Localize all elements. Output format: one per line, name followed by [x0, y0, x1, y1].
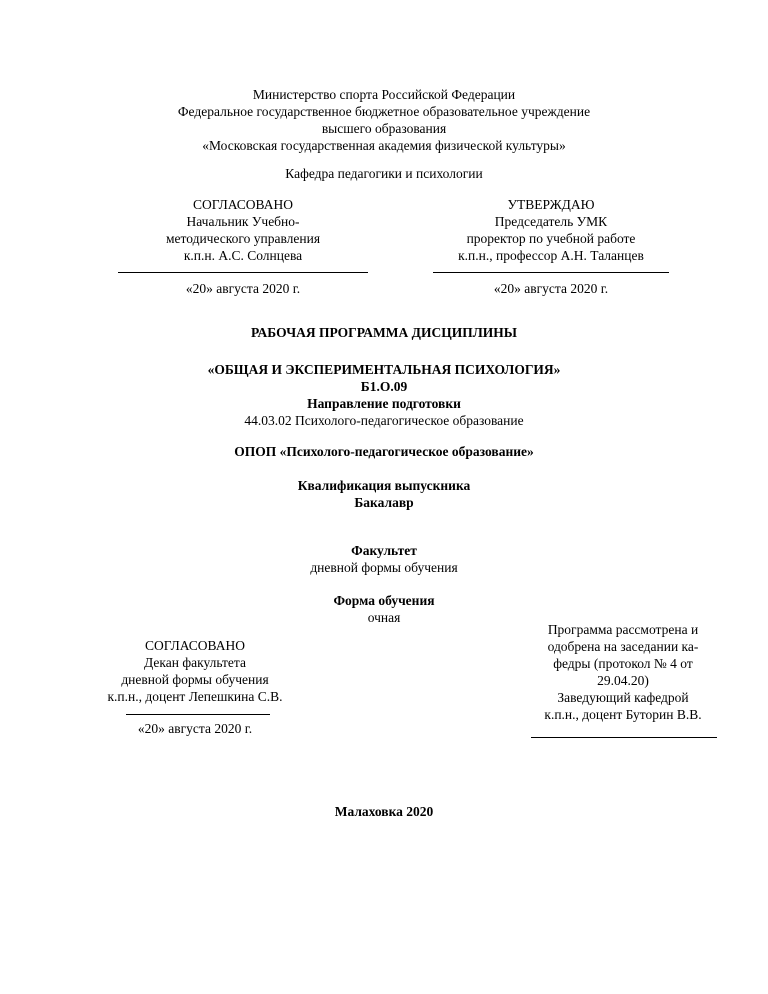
agreement-right-line-5: Заведующий кафедрой	[557, 690, 689, 705]
discipline-code: Б1.О.09	[360, 379, 408, 394]
agreement-right-line-2: одобрена на заседании ка-	[547, 639, 699, 654]
signature-line-head	[531, 737, 717, 738]
agreement-left-line-3: к.п.н., доцент Лепешкина С.В.	[107, 689, 283, 704]
direction-value: 44.03.02 Психолого-педагогическое образование	[244, 413, 524, 428]
city-year: Малаховка 2020	[334, 804, 434, 819]
approval-right-date: «20» августа 2020 г.	[493, 281, 609, 296]
agreement-right-line-1: Программа рассмотрена и	[547, 622, 699, 637]
agreement-right	[523, 621, 723, 723]
approval-left-line-1: Начальник Учебно-	[186, 214, 300, 229]
signature-line-right	[433, 272, 669, 273]
agreement-left-title: СОГЛАСОВАНО	[145, 638, 245, 653]
institution-line-2: высшего образования	[321, 121, 447, 136]
signature-line-dean	[126, 714, 270, 715]
institution-line-1: Федеральное государственное бюджетное образовательное учреждение	[177, 104, 591, 119]
approval-right-line-1: Председатель УМК	[494, 214, 608, 229]
ministry-name: Министерство спорта Российской Федерации	[252, 87, 516, 102]
approval-left-date: «20» августа 2020 г.	[185, 281, 301, 296]
program-title: РАБОЧАЯ ПРОГРАММА ДИСЦИПЛИНЫ	[250, 325, 518, 340]
agreement-right-line-6: к.п.н., доцент Буторин В.В.	[544, 707, 702, 722]
direction-label: Направление подготовки	[307, 396, 461, 411]
study-form-label: Форма обучения	[333, 593, 435, 608]
faculty-label: Факультет	[351, 543, 417, 558]
approval-right-line-3: к.п.н., профессор А.Н. Таланцев	[458, 248, 644, 263]
department-name: Кафедра педагогики и психологии	[285, 166, 483, 181]
study-form-value: очная	[367, 610, 401, 625]
qualification-label: Квалификация выпускника	[297, 478, 471, 493]
qualification-value: Бакалавр	[354, 495, 414, 510]
agreement-right-line-3: федры (протокол № 4 от	[553, 656, 693, 671]
approval-left-title: СОГЛАСОВАНО	[193, 197, 293, 212]
approval-right	[433, 196, 669, 264]
academy-name: «Московская государственная академия физической культуры»	[202, 138, 566, 153]
signature-line-left	[118, 272, 368, 273]
faculty-value: дневной формы обучения	[310, 560, 458, 575]
qualification-block	[0, 477, 768, 511]
approval-right-title: УТВЕРЖДАЮ	[507, 197, 595, 212]
discipline-name: «ОБЩАЯ И ЭКСПЕРИМЕНТАЛЬНАЯ ПСИХОЛОГИЯ»	[207, 362, 561, 377]
agreement-left	[80, 637, 310, 705]
discipline-block	[0, 361, 768, 429]
approval-left	[118, 196, 368, 264]
agreement-left-date: «20» августа 2020 г.	[137, 721, 253, 736]
faculty-block	[0, 542, 768, 576]
opop-title: ОПОП «Психолого-педагогическое образование»	[234, 444, 534, 459]
approval-right-line-2: проректор по учебной работе	[466, 231, 636, 246]
approval-left-line-2: методического управления	[165, 231, 321, 246]
agreement-right-line-4: 29.04.20)	[597, 673, 649, 688]
agreement-left-line-2: дневной формы обучения	[121, 672, 269, 687]
approval-left-line-3: к.п.н. А.С. Солнцева	[183, 248, 303, 263]
header	[0, 86, 768, 154]
agreement-left-line-1: Декан факультета	[144, 655, 246, 670]
